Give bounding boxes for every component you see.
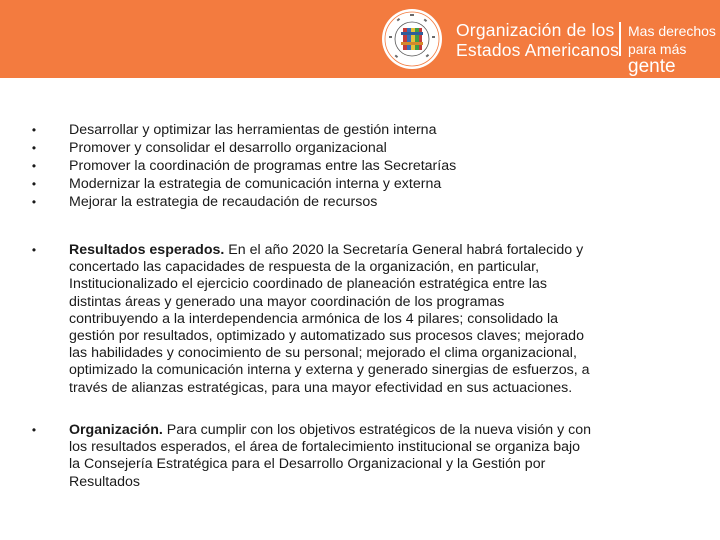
results-line: optimizado la comunicación interna y externa y generado sinergias de esfuerzos, a [69,362,590,379]
results-line: concertado las capacidades de respuesta de la organización, en particular, [69,259,540,276]
org-name-line-1: Organización de los [456,20,615,40]
organization-text [69,422,681,491]
bullet: • [31,123,37,137]
results-text [69,242,681,397]
objective-text: Modernizar la estrategia de comunicación interna y externa [69,176,442,192]
bullet: • [31,243,37,257]
results-line: Institucionalizado el ejercicio coordinado de planeación estratégica entre las [69,276,547,293]
bullet: • [31,195,37,209]
bullet: • [31,177,37,191]
results-line [69,242,681,259]
results-line-text: En el año 2020 la Secretaría General habrá fortalecido y [224,242,584,258]
organization-heading: Organización. [69,422,163,438]
objective-text: Promover y consolidar el desarrollo organizacional [69,140,387,156]
results-line: contribuyendo a la interdependencia armónica de los 4 pilares; consolidado la [69,310,558,327]
objective-text: Promover la coordinación de programas entre las Secretarías [69,158,457,174]
objective-text: Mejorar la estrategia de recaudación de recursos [69,194,378,210]
organization-line: los resultados esperados, el área de fortalecimiento institucional se organiza bajo [69,439,581,456]
bullet: • [31,423,37,437]
slogan-big-word: gente [628,56,676,77]
results-line: distintas áreas y generado una mayor coordinación de los programas [69,293,505,310]
results-heading: Resultados esperados. [69,242,225,258]
results-line: través de alianzas estratégicas, para una mayor efectividad en sus actuaciones. [69,379,573,396]
results-line: las habilidades y conocimiento de su personal; mejorado el clima organizacional, [69,345,577,362]
slogan-line-1: Mas derechos [628,23,716,39]
organization-line: la Consejería Estratégica para el Desarrollo Organizacional y la Gestión por [69,456,546,473]
results-line: gestión por resultados, optimizado y automatizado sus procesos claves; mejorado [69,328,584,345]
organization-line [69,422,681,439]
bullet: • [31,159,37,173]
objective-text: Desarrollar y optimizar las herramientas de gestión interna [69,122,437,138]
organization-line: Resultados [69,473,140,490]
slogan-prefix: para más [628,41,687,57]
organization-line-text: Para cumplir con los objetivos estratégicos de la nueva visión y con [162,422,592,438]
bullet: • [31,141,37,155]
org-name-line-2: Estados Americanos [456,40,620,60]
